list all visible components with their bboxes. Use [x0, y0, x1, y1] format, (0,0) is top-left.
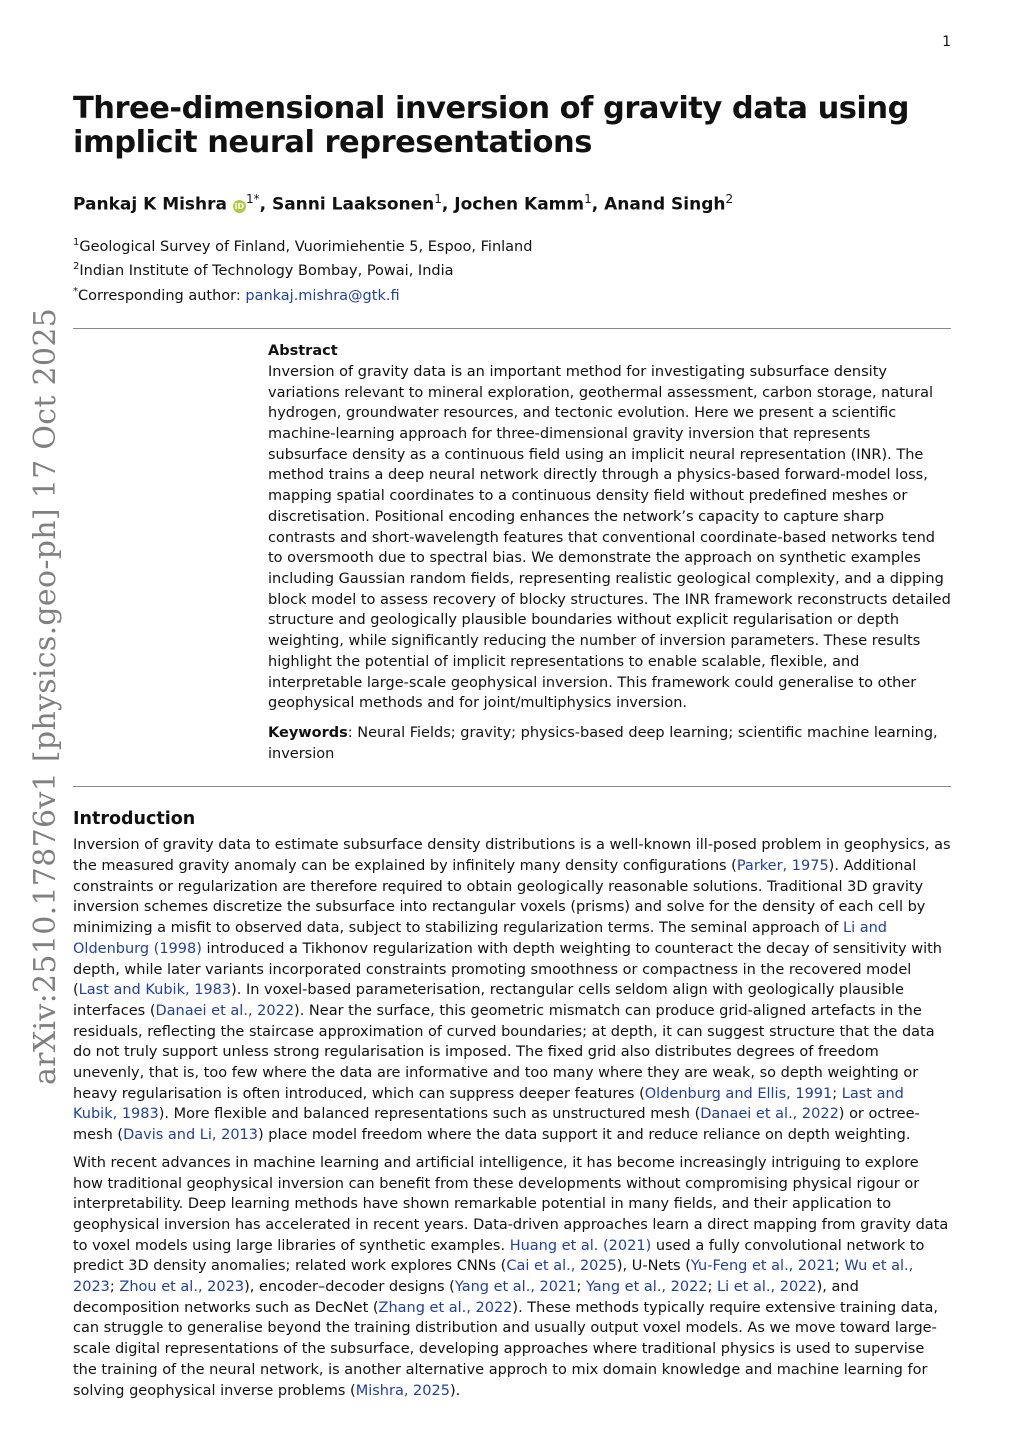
paragraph-text: ). These methods typically require extensive training data, can struggle to generalise beyond the training distribution and usually output voxel models. As we move toward large-scale digital representations of the subsurface, developing approaches where traditional physics is used to supervise the training of the neural network, is another alternative approch to mix domain knowledge and machine learning for solving geophysical inverse problems (	[73, 1299, 939, 1399]
paragraph-text: ).	[449, 1382, 461, 1399]
paragraph-text: ;	[109, 1279, 120, 1296]
corresponding-author	[73, 282, 951, 307]
citation-link[interactable]: Yu-Feng et al., 2021	[690, 1258, 835, 1275]
divider	[73, 328, 951, 329]
keywords	[268, 723, 951, 764]
paragraph-text: ;	[576, 1279, 586, 1296]
citation-link[interactable]: Zhou et al., 2023	[119, 1279, 245, 1296]
paragraph-text: ;	[707, 1279, 718, 1296]
paragraph-text: ), and decomposition networks such as DecNet (	[73, 1279, 859, 1316]
introduction-section	[73, 809, 951, 1401]
paragraph-text: ). More flexible and balanced representations such as unstructured mesh (	[158, 1106, 701, 1123]
paragraph-text: ;	[834, 1258, 845, 1275]
citation-link[interactable]: Li and Oldenburg (1998)	[73, 920, 887, 957]
citation-link[interactable]: Last and Kubik, 1983	[73, 1085, 904, 1123]
citation-link[interactable]: Parker, 1975	[736, 858, 829, 875]
keywords-label: Keywords	[268, 724, 348, 741]
citation-link[interactable]: Danaei et al., 2022	[155, 1002, 295, 1019]
citation-link[interactable]: Yang et al., 2021	[454, 1279, 577, 1296]
paragraph-text: used a fully convolutional network to predict 3D density anomalies; related work explores CNNs (	[73, 1237, 925, 1275]
paragraph-text: ). Additional constraints or regularization are therefore required to obtain geologically reasonable solutions. Traditional 3D gravity inversion schemes discretize the subsurface into rectangular voxels (prisms) and solve for the density of each cell by minimizing a misfit to observed data, subject to stabilizing regularization terms. The seminal approach of	[73, 858, 926, 937]
paragraph-text: introduced a Tikhonov regularization with depth weighting to counteract the decay of sensitivity with depth, while later variants incorporated constraints promoting smoothness or compactness in the recovered model (	[73, 940, 942, 999]
arxiv-stamp: arXiv:2510.17876v1 [physics.geo-ph] 17 Oct 2025	[28, 307, 63, 1085]
citation-link[interactable]: Cai et al., 2025	[506, 1258, 617, 1275]
paragraph-text: ), U-Nets (	[616, 1258, 691, 1275]
author-sup: 1	[584, 192, 592, 206]
citation-link[interactable]: Last and Kubik, 1983	[78, 982, 232, 999]
paragraph-text: With recent advances in machine learning and artificial intelligence, it has become increasingly intriguing to explore how traditional geophysical inversion can benefit from these developments without compromising physical rigour or interpretability. Deep learning methods have shown remarkable potential in many fields, and their application to geophysical inversion has accelerated in recent years. Data-driven approaches learn a direct mapping from gravity data to voxel models using large libraries of synthetic examples.	[73, 1154, 949, 1254]
email-link[interactable]: pankaj.mishra@gtk.fi	[245, 287, 400, 304]
paragraph-text: ) place model freedom where the data support it and reduce reliance on depth weighting.	[258, 1127, 911, 1144]
author-name: Pankaj K Mishra	[73, 194, 228, 215]
author-name: Sanni Laaksonen	[271, 194, 435, 215]
paragraph-text: Inversion of gravity data to estimate subsurface density distributions is a well-known ill-posed problem in geophysics, as the measured gravity anomaly can be explained by infinitely many density configurations (	[73, 837, 951, 875]
affiliation-sup: *	[73, 285, 78, 297]
citation-link[interactable]: Mishra, 2025	[355, 1382, 450, 1399]
divider	[73, 786, 951, 787]
citation-link[interactable]: Wu et al., 2023	[73, 1258, 914, 1296]
citation-link[interactable]: Oldenburg and Ellis, 1991	[644, 1085, 833, 1102]
intro-paragraph-1	[73, 835, 951, 1146]
author-sup: 1*	[245, 192, 260, 206]
paragraph-text: ;	[832, 1085, 842, 1102]
intro-paragraph-2	[73, 1153, 951, 1401]
citation-link[interactable]: Davis and Li, 2013	[123, 1127, 259, 1144]
citation-link[interactable]: Li et al., 2022	[717, 1279, 817, 1296]
abstract-section	[268, 341, 951, 764]
corresponding-label: Corresponding author:	[78, 287, 246, 304]
affiliation-line	[73, 257, 951, 282]
affiliation-sup: 2	[73, 261, 80, 273]
author-name: Anand Singh	[604, 194, 726, 215]
paragraph-text: ) or octree-mesh (	[73, 1106, 920, 1144]
citation-link[interactable]: Huang et al. (2021)	[509, 1237, 652, 1254]
affiliation-line	[73, 233, 951, 258]
page-number: 1	[942, 34, 951, 50]
citation-link[interactable]: Zhang et al., 2022	[378, 1299, 513, 1316]
keywords-text: : Neural Fields; gravity; physics-based deep learning; scientific machine learning, inversion	[268, 724, 938, 762]
paragraph-text: ), encoder–decoder designs (	[244, 1279, 455, 1296]
paragraph-text: ). In voxel-based parameterisation, rectangular cells seldom align with geologically plausible interfaces (	[73, 982, 904, 1019]
citation-link[interactable]: Yang et al., 2022	[585, 1279, 708, 1296]
orcid-icon[interactable]: iD	[234, 201, 245, 211]
citation-link[interactable]: Danaei et al., 2022	[700, 1106, 839, 1123]
section-heading: Introduction	[73, 809, 196, 830]
author-list: Pankaj K Mishra $iD^{1*}$, Sanni Laaksonen$^1$, Jochen Kamm$^1$, Anand Singh$^2$	[73, 192, 734, 215]
affiliation-sup: 1	[73, 236, 80, 248]
author-sup: 1	[434, 192, 442, 206]
affiliations	[73, 233, 951, 307]
author-sup: 2	[725, 192, 734, 206]
paragraph-text: ). Near the surface, this geometric mismatch can produce grid-aligned artefacts in the residuals, reflecting the staircase approximation of curved boundaries; at depth, it can suggest structure that the data do not truly support unless strong regularisation is imposed. The fixed grid also distributes degrees of freedom unevenly, that is, too few where the data are informative and too many where they are weak, so depth weighting or heavy regularisation is often introduced, which can suppress deeper features (	[73, 1002, 935, 1102]
abstract-text: Inversion of gravity data is an important method for investigating subsurface density variations relevant to mineral exploration, geothermal assessment, carbon storage, natural hydrogen, groundwater resources, and tectonic evolution. Here we present a scientific machine-learning approach for three-dimensional gravity inversion that represents subsurface density as a continuous field using an implicit neural representation (INR). The method trains a deep neural network directly through a physics-based forward-model loss, mapping spatial coordinates to a continuous density field without predefined meshes or discretisation. Positional encoding enhances the network’s capacity to capture sharp contrasts and short-wavelength features that conventional coordinate-based networks tend to oversmooth due to spectral bias. We demonstrate the approach on synthetic examples including Gaussian random fields, representing realistic geological complexity, and a dipping block model to assess recovery of blocky structures. The INR framework reconstructs detailed structure and geologically plausible boundaries without explicit regularisation or depth weighting, while significantly reducing the number of inversion parameters. These results highlight the potential of implicit representations to enable scalable, flexible, and interpretable large-scale geophysical inversion. This framework could generalise to other geophysical methods and for joint/multiphysics inversion.	[268, 363, 951, 712]
paper-main	[73, 92, 951, 1408]
author-name: Jochen Kamm	[454, 194, 585, 215]
affiliation-text: Indian Institute of Technology Bombay, Powai, India	[79, 263, 454, 280]
affiliation-text: Geological Survey of Finland, Vuorimiehentie 5, Espoo, Finland	[79, 238, 533, 255]
abstract-heading: Abstract	[268, 343, 338, 360]
paper-title: Three-dimensional inversion of gravity data using implicit neural representations	[73, 91, 909, 160]
